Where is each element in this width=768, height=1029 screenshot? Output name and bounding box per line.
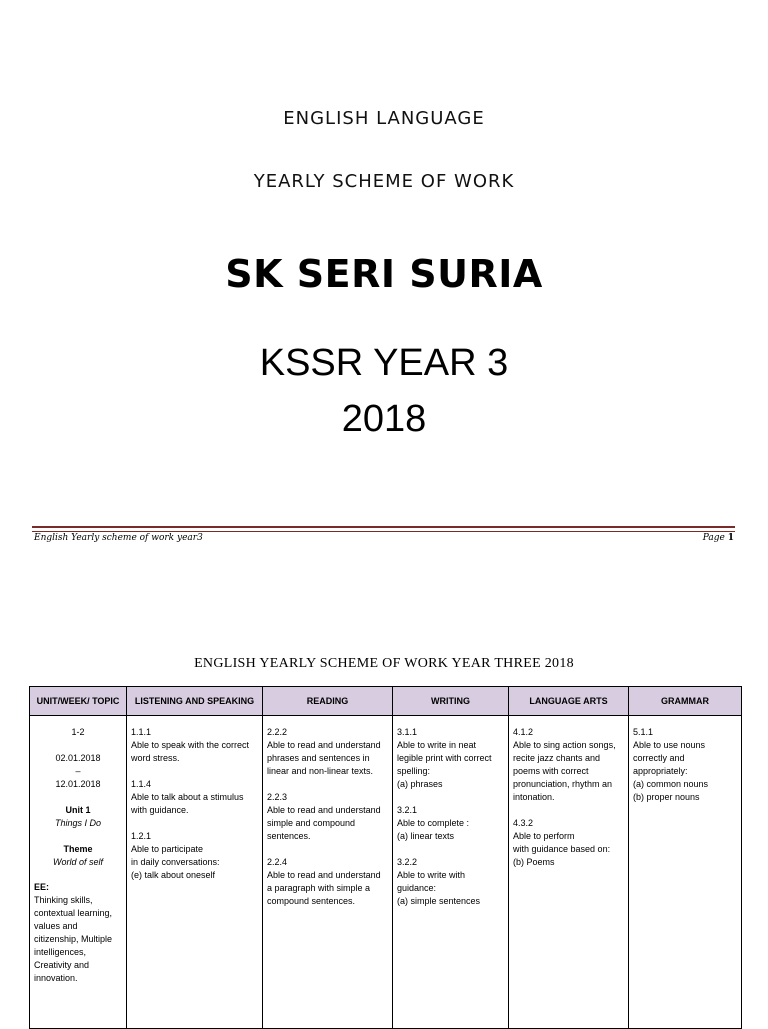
skill-item: 5.1.1 Able to use nouns correctly and appropriately: (a) common nouns (b) proper nouns — [633, 727, 709, 802]
grammar-cell — [629, 716, 742, 1029]
unit-cell — [30, 716, 127, 1029]
header-listening-speaking: LISTENING AND SPEAKING — [127, 687, 263, 716]
page-label: Page — [702, 533, 725, 543]
skill-item: 2.2.3 Able to read and understand simple and compound sentences. — [267, 792, 381, 841]
skill-item: 4.1.2 Able to sing action songs, recite jazz chants and poems with correct pronunciation, rhythm an intonation. — [513, 727, 616, 802]
skill-item: 4.3.2 Able to perform with guidance based on: (b) Poems — [513, 818, 611, 867]
reading-cell — [263, 716, 393, 1029]
language-arts-cell — [509, 716, 629, 1029]
skill-item: 3.2.2 Able to write with guidance: (a) simple sentences — [397, 857, 481, 906]
unit-label: Unit 1 — [65, 805, 91, 815]
week-range: 1-2 — [71, 727, 85, 737]
scheme-table — [29, 686, 742, 1029]
year-heading: 2018 — [341, 398, 427, 440]
listening-cell — [127, 716, 263, 1029]
document-subtitle: YEARLY SCHEME OF WORK — [253, 171, 515, 192]
header-unit-week-topic: UNIT/WEEK/ TOPIC — [30, 687, 127, 716]
header-reading: READING — [263, 687, 393, 716]
skill-item: 2.2.4 Able to read and understand a paragraph with simple a compound sentences. — [267, 857, 381, 906]
header-writing: WRITING — [393, 687, 509, 716]
footer-page-number — [703, 533, 734, 543]
skill-item: 2.2.2 Able to read and understand phrases and sentences in linear and non-linear texts. — [267, 727, 381, 776]
table-title: ENGLISH YEARLY SCHEME OF WORK YEAR THREE 2018 — [194, 656, 574, 671]
theme-value: World of self — [52, 857, 103, 867]
unit-topic: Things I Do — [54, 818, 102, 828]
document-title: ENGLISH LANGUAGE — [283, 108, 485, 129]
skill-item: 1.1.1 Able to speak with the correct word stress. — [131, 727, 250, 763]
page-number: 1 — [727, 533, 734, 543]
table-row — [30, 716, 742, 1029]
theme-label: Theme — [63, 844, 93, 854]
footer-doc-name: English Yearly scheme of work year3 — [34, 533, 203, 543]
header-grammar: GRAMMAR — [629, 687, 742, 716]
skill-item: 3.2.1 Able to complete : (a) linear texts — [397, 805, 470, 841]
ee-text: Thinking skills, contextual learning, values and citizenship, Multiple intelligences, Creativity and innovation. — [34, 895, 113, 983]
school-name: SK SERI SURIA — [225, 252, 543, 296]
skill-item: 1.1.4 Able to talk about a stimulus with guidance. — [131, 779, 244, 815]
table-header-row — [30, 687, 742, 716]
writing-cell — [393, 716, 509, 1029]
footer-rule-thick — [32, 526, 735, 528]
footer-rule-thin — [32, 531, 735, 532]
date-range: 02.01.2018 – 12.01.2018 — [55, 753, 101, 789]
level-heading: KSSR YEAR 3 — [259, 342, 509, 384]
skill-item: 3.1.1 Able to write in neat legible print with correct spelling: (a) phrases — [397, 727, 492, 789]
header-language-arts: LANGUAGE ARTS — [509, 687, 629, 716]
ee-label: EE: — [34, 882, 50, 892]
skill-item: 1.2.1 Able to participate in daily conversations: (e) talk about oneself — [131, 831, 220, 880]
